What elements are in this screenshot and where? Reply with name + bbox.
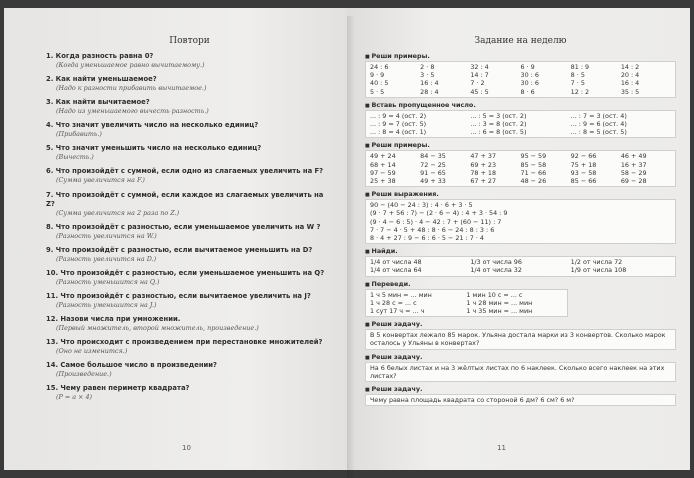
question-text: 6. Что произойдёт с суммой, если одно из слагаемых увеличить на F?: [46, 167, 324, 176]
task-box: [365, 199, 676, 244]
task-4: [365, 190, 676, 244]
task-cell: 35 : 5: [620, 87, 640, 96]
task-cell: 69 − 28: [620, 177, 647, 186]
task-cell: 32 : 4: [470, 63, 489, 71]
task-cell: 1 ч 5 мин = ... мин: [370, 290, 432, 299]
task-cell: 7 · 5: [570, 79, 585, 88]
task-cell: 78 + 18: [470, 168, 497, 177]
task-8: [365, 353, 676, 382]
question-item: [46, 384, 333, 402]
task-cell: 93 − 58: [570, 168, 597, 177]
answer-text: (Произведение.): [56, 370, 112, 379]
question-text: 12. Назови числа при умножении.: [46, 315, 181, 324]
task-cell: 3 · 5: [420, 71, 435, 80]
task-cell: 14 : 7: [470, 71, 489, 80]
question-item: [46, 75, 333, 93]
right-page-number: 11: [497, 444, 506, 452]
task-cell: 25 + 38: [370, 177, 396, 186]
expression-line: (9 · 7 + 56 : 7) − (2 · 6 − 4) : 4 + 3 · 54 : 9: [370, 209, 508, 218]
expression-line: (9 · 4 − 6 : 5) · 4 − 42 : 7 + (60 − 11) : 7: [370, 217, 502, 226]
task-text: В 5 конвертах лежало 85 марок. Ульяна достала марки из 3 конвертов. Сколько марок осталось у Ульяны в конвертах?: [365, 329, 676, 349]
task-cell: 58 − 29: [620, 168, 647, 177]
question-text: 3. Как найти вычитаемое?: [46, 98, 150, 107]
task-cell: ... : 8 = 5 (ост. 5): [570, 128, 627, 137]
task-text: Чему равна площадь квадрата со стороной 6 дм? 6 см? 6 м?: [365, 394, 676, 406]
task-cell: 45 : 5: [470, 87, 489, 96]
task-cell: 85 − 58: [520, 160, 547, 169]
task-box: [365, 256, 676, 276]
task-heading: ■ Реши выражения.: [365, 190, 676, 199]
task-cell: 28 : 4: [420, 87, 439, 96]
answer-text: (Вычесть.): [56, 153, 94, 162]
left-page-title: Повтори: [169, 36, 210, 46]
question-item: [46, 167, 333, 185]
task-cell: 16 : 4: [620, 79, 640, 88]
task-cell: 1/9 от числа 108: [570, 266, 627, 275]
task-cell: 30 : 6: [520, 71, 539, 80]
task-cell: 1 ч 28 мин = ... мин: [466, 298, 533, 307]
task-cell: 16 : 4: [420, 79, 439, 88]
task-cell: 46 + 49: [620, 152, 647, 161]
question-item: [46, 52, 333, 70]
task-cell: ... : 5 = 3 (ост. 2): [470, 111, 527, 120]
answer-text: (Сумма увеличится на 2 раза по Z.): [56, 208, 180, 217]
task-box: [365, 289, 568, 318]
task-9: [365, 385, 676, 406]
task-cell: ... : 9 = 7 (ост. 5): [370, 120, 427, 129]
answer-text: (Прибавить.): [56, 130, 102, 139]
question-item: [46, 361, 333, 379]
task-heading: ■ Вставь пропущенное число.: [365, 101, 676, 110]
right-page: [347, 8, 690, 470]
answer-text: (Надо из уменьшаемого вычесть разность.): [56, 107, 209, 116]
task-cell: 8 · 6: [520, 87, 535, 96]
task-cell: 69 + 23: [470, 160, 497, 169]
task-cell: 47 + 37: [470, 152, 497, 161]
task-cell: 1/4 от числа 32: [470, 266, 522, 275]
task-cell: 68 + 14: [370, 160, 396, 169]
task-cell: ... : 7 = 3 (ост. 4): [570, 111, 627, 120]
task-cell: 91 − 65: [420, 168, 446, 177]
question-item: [46, 246, 333, 264]
task-cell: 2 · 8: [420, 63, 435, 71]
right-page-title: Задание на неделю: [474, 36, 567, 46]
answer-text: (Разность уменьшится на J.): [56, 300, 157, 309]
task-cell: 1 ч 35 мин = ... мин: [466, 307, 533, 316]
left-page-number: 10: [182, 444, 191, 452]
question-text: 2. Как найти уменьшаемое?: [46, 75, 157, 84]
question-text: 15. Чему равен периметр квадрата?: [46, 384, 190, 393]
task-6: [365, 280, 676, 318]
task-box: [365, 61, 676, 98]
task-cell: 5 · 5: [370, 87, 385, 96]
question-text: 9. Что произойдёт с разностью, если вычитаемое уменьшить на D?: [46, 245, 313, 254]
question-item: [46, 338, 333, 356]
question-text: 11. Что произойдёт с разностью, если вычитаемое увеличить на J?: [46, 291, 311, 300]
question-item: [46, 292, 333, 310]
task-cell: 49 + 33: [420, 177, 446, 186]
task-cell: 72 − 25: [420, 160, 446, 169]
question-item: [46, 269, 333, 287]
spine-shadow: [347, 16, 355, 478]
question-item: [46, 121, 333, 139]
task-box: [365, 110, 676, 139]
task-1: [365, 52, 676, 98]
task-cell: 1 мин 10 с = ... с: [466, 290, 523, 299]
task-cell: 81 : 9: [570, 63, 590, 71]
answer-text: (Сумма увеличится на F.): [56, 176, 145, 185]
task-cell: ... : 3 = 8 (ост. 2): [470, 120, 527, 129]
task-cell: 1/4 от числа 64: [370, 266, 422, 275]
task-cell: 97 − 59: [370, 168, 396, 177]
task-cell: 12 : 2: [570, 87, 590, 96]
task-cell: 40 : 5: [370, 79, 389, 88]
task-cell: 95 − 59: [520, 152, 547, 161]
left-page: [4, 8, 347, 470]
task-cell: 1 ч 28 с = ... с: [370, 298, 417, 307]
task-cell: ... : 8 = 4 (ост. 1): [370, 128, 427, 137]
task-cell: 85 − 66: [570, 177, 597, 186]
question-item: [46, 98, 333, 116]
expression-line: 90 − (40 − 24 : 3) : 4 · 6 + 3 · 5: [370, 201, 473, 210]
task-heading: ■ Реши примеры.: [365, 52, 676, 61]
question-text: 4. Что значит увеличить число на несколько единиц?: [46, 121, 259, 130]
task-cell: ... : 6 = 8 (ост. 5): [470, 128, 527, 137]
question-text: 1. Когда разность равна 0?: [46, 52, 154, 60]
task-cell: 20 : 4: [620, 71, 640, 80]
task-cell: 6 · 9: [520, 63, 535, 71]
question-text: 8. Что произойдёт с разностью, если уменьшаемое увеличить на W ?: [46, 222, 321, 231]
task-cell: ... : 9 = 6 (ост. 4): [570, 120, 627, 129]
task-cell: 1/2 от числа 72: [570, 258, 623, 267]
expression-line: 8 · 4 + 27 : 9 − 6 : 6 · 5 − 21 : 7 · 4: [370, 234, 484, 243]
task-box: [365, 150, 676, 187]
question-item: [46, 144, 333, 162]
question-text: 13. Что происходит с произведением при перестановке множителей?: [46, 338, 323, 347]
task-heading: ■ Реши задачу.: [365, 385, 676, 394]
answer-text: (Когда уменьшаемое равно вычитаемому.): [56, 61, 205, 69]
task-3: [365, 141, 676, 187]
task-7: [365, 320, 676, 349]
question-text: 5. Что значит уменьшить число на несколько единиц?: [46, 144, 262, 153]
task-cell: 75 + 18: [570, 160, 597, 169]
task-heading: ■ Реши примеры.: [365, 141, 676, 150]
task-cell: 7 · 2: [470, 79, 485, 88]
task-cell: 71 − 66: [520, 168, 547, 177]
task-cell: 1/3 от числа 96: [470, 258, 522, 267]
task-cell: 9 · 9: [370, 71, 385, 80]
task-heading: ■ Реши задачу.: [365, 353, 676, 362]
task-cell: 67 + 27: [470, 177, 497, 186]
answer-text: (Разность увеличится на W.): [56, 231, 157, 240]
task-cell: 49 + 24: [370, 152, 396, 161]
task-cell: 14 : 2: [620, 63, 640, 71]
question-item: [46, 223, 333, 241]
task-cell: ... : 9 = 4 (ост. 2): [370, 111, 427, 120]
task-cell: 1/4 от числа 48: [370, 258, 422, 267]
answer-text: (Надо к разности прибавить вычитаемое.): [56, 84, 207, 93]
task-text: На 6 белых листах и на 3 жёлтых листах по 6 наклеек. Сколько всего наклеек на этих листах?: [365, 362, 676, 382]
task-cell: 8 · 5: [570, 71, 585, 80]
answer-text: (Первый множитель, второй множитель, произведение.): [56, 324, 259, 333]
answer-text: (P = a × 4): [56, 393, 92, 402]
question-text: 7. Что произойдёт с суммой, если каждое из слагаемых увеличить на Z?: [46, 190, 324, 208]
task-cell: 48 − 26: [520, 177, 547, 186]
task-cell: 16 + 37: [620, 160, 647, 169]
task-heading: ■ Переведи.: [365, 280, 676, 289]
task-cell: 92 − 66: [570, 152, 597, 161]
task-2: [365, 101, 676, 139]
task-cell: 24 : 6: [370, 63, 389, 71]
task-heading: ■ Найди.: [365, 247, 676, 256]
answer-text: (Разность уменьшится на Q.): [56, 277, 160, 286]
task-heading: ■ Реши задачу.: [365, 320, 676, 329]
expression-line: 7 · 7 − 4 · 5 + 48 : 8 · 6 − 24 : 8 : 3 : 6: [370, 225, 495, 234]
question-text: 10. Что произойдёт с разностью, если уменьшаемое уменьшить на Q?: [46, 268, 325, 277]
answer-text: (Оно не изменится.): [56, 347, 128, 356]
task-cell: 30 : 6: [520, 79, 539, 88]
book-spread: [4, 8, 690, 470]
question-text: 14. Самое большое число в произведении?: [46, 361, 217, 370]
task-5: [365, 247, 676, 276]
question-item: [46, 315, 333, 333]
answer-text: (Разность увеличится на D.): [56, 254, 157, 263]
task-cell: 1 сут 17 ч = ... ч: [370, 307, 425, 316]
question-item: [46, 191, 333, 218]
questions-list: [46, 52, 333, 402]
task-cell: 84 − 35: [420, 152, 446, 161]
